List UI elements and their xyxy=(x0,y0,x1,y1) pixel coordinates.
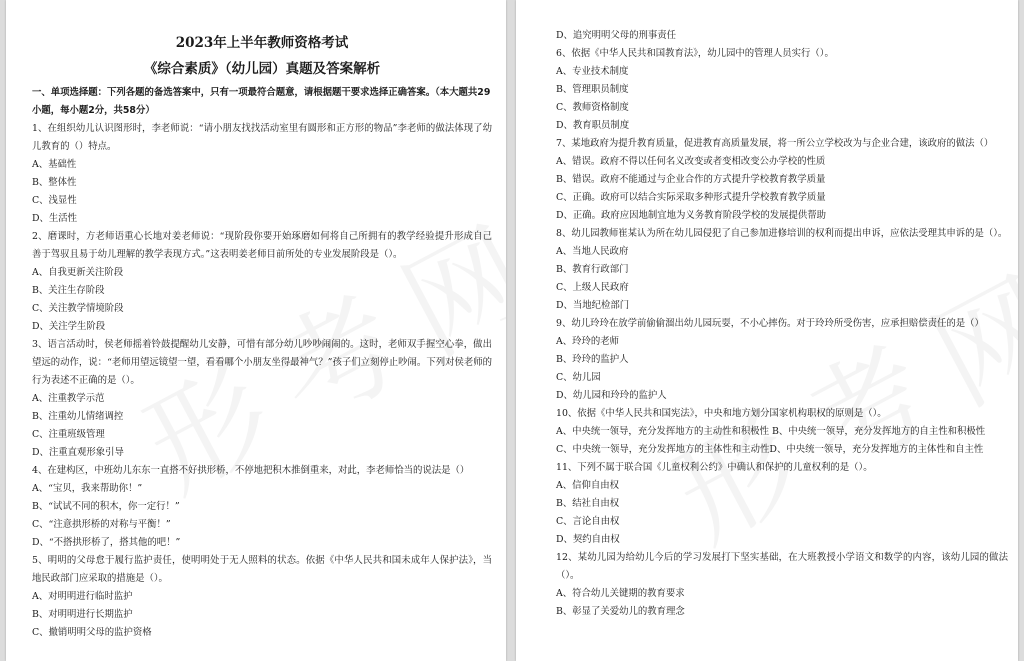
answer-option: A、专业技术制度 xyxy=(556,66,629,77)
answer-option: A、自我更新关注阶段 xyxy=(32,267,124,278)
answer-option: D、教育职员制度 xyxy=(556,120,630,131)
document-subtitle: 《综合素质》（幼儿园）真题及答案解析 xyxy=(143,61,381,77)
page-content xyxy=(32,32,492,642)
answer-option: A、信仰自由权 xyxy=(556,480,620,491)
answer-option: A、“宝贝，我来帮助你！” xyxy=(32,483,143,494)
answer-option: C、上级人民政府 xyxy=(556,282,629,293)
question-stem: 2、磨课时，方老师语重心长地对姜老师说：“现阶段你要开始琢磨如何将自己所拥有的教学经验提升形成自己善于驾驭且易于幼儿理解的教学表现方式。”这表明姜老师目前所处的专业发展阶段是（）。 xyxy=(32,231,492,260)
answer-option: A、中央统一领导，充分发挥地方的主动性和积极性 B、中央统一领导，充分发挥地方的自主性和积极性 xyxy=(556,426,986,437)
answer-option: A、错误。政府不得以任何名义改变或者变相改变公办学校的性质 xyxy=(556,156,826,167)
question-stem: 10、依据《中华人民共和国宪法》，中央和地方划分国家机构职权的原则是（）。 xyxy=(556,408,887,419)
answer-option: D、当地纪检部门 xyxy=(556,300,630,311)
answer-option: A、基础性 xyxy=(32,159,77,170)
answer-option: A、注重教学示范 xyxy=(32,393,105,404)
document-page-left xyxy=(6,0,506,661)
section-heading: 一、单项选择题：下列各题的备选答案中，只有一项最符合题意，请根据题干要求选择正确答案。（本大题共29小题，每小题2分，共58分） xyxy=(32,87,491,116)
question-list xyxy=(32,120,492,642)
question-stem: 6、依据《中华人民共和国教育法》，幼儿园中的管理人员实行（）。 xyxy=(556,48,834,59)
answer-option: C、教师资格制度 xyxy=(556,102,629,113)
answer-option: C、中央统一领导，充分发挥地方的主体性和主动性D、中央统一领导，充分发挥地方的主体性和自主性 xyxy=(556,444,984,455)
answer-option: C、幼儿园 xyxy=(556,372,601,383)
answer-option: C、浅显性 xyxy=(32,195,77,206)
question-list xyxy=(556,27,1008,621)
answer-option: D、注重直观形象引导 xyxy=(32,447,124,458)
question-stem: 7、某地政府为提升教育质量，促进教育高质量发展，将一所公立学校改为与企业合建，该政府的做法（） xyxy=(556,138,994,149)
answer-option: D、契约自由权 xyxy=(556,534,620,545)
answer-option: B、错误。政府不能通过与企业合作的方式提升学校教育教学质量 xyxy=(556,174,826,185)
answer-option: D、幼儿园和玲玲的监护人 xyxy=(556,390,667,401)
answer-option: D、“不搭拱形桥了，搭其他的吧！” xyxy=(32,537,181,548)
answer-option: B、注重幼儿情绪调控 xyxy=(32,411,124,422)
page-content xyxy=(556,27,1008,621)
question-stem: 5、明明的父母怠于履行监护责任，使明明处于无人照料的状态。依据《中华人民共和国未成年人保护法》，当地民政部门应采取的措施是（）。 xyxy=(32,555,492,584)
answer-option: D、生活性 xyxy=(32,213,78,224)
answer-option: C、言论自由权 xyxy=(556,516,620,527)
answer-option: A、当地人民政府 xyxy=(556,246,629,257)
document-title: 2023年上半年教师资格考试 xyxy=(175,35,349,51)
answer-option: B、对明明进行长期监护 xyxy=(32,609,133,620)
question-stem: 11、下列不属于联合国《儿童权利公约》中确认和保护的儿童权利的是（）。 xyxy=(556,462,873,473)
answer-option: C、“注意拱形桥的对称与平衡！” xyxy=(32,519,171,530)
document-page-right xyxy=(516,0,1018,661)
answer-option: D、正确。政府应因地制宜地为义务教育阶段学校的发展提供帮助 xyxy=(556,210,827,221)
answer-option: C、正确。政府可以结合实际采取多种形式提升学校教育教学质量 xyxy=(556,192,826,203)
answer-option: B、“试试不同的积木，你一定行！” xyxy=(32,501,180,512)
answer-option: B、整体性 xyxy=(32,177,77,188)
answer-option: B、结社自由权 xyxy=(556,498,620,509)
answer-option: A、对明明进行临时监护 xyxy=(32,591,133,602)
question-stem: 4、在建构区，中班幼儿东东一直搭不好拱形桥，不停地把积木推倒重来，对此，李老师恰当的说法是（） xyxy=(32,465,470,476)
question-stem: 8、幼儿园教师崔某认为所在幼儿园侵犯了自己参加进修培训的权利而提出申诉，应依法受理其申诉的是（）。 xyxy=(556,228,1008,239)
question-stem: 3、语言活动时，侯老师摇着铃鼓提醒幼儿安静，可惜有部分幼儿吵吵闹闹的。这时，老师双手握空心拳，做出望远的动作，说：“老师用望远镜望一望，看看哪个小朋友坐得最神气？”孩子们立刻停止吵闹。下列对侯老师的行为表述不正确的是（）。 xyxy=(32,339,492,386)
answer-option: C、关注教学情境阶段 xyxy=(32,303,124,314)
answer-option: A、符合幼儿关键期的教育要求 xyxy=(556,588,685,599)
question-stem: 1、在组织幼儿认识图形时，李老师说：“请小朋友找找活动室里有圆形和正方形的物品”李老师的做法体现了幼儿教育的（）特点。 xyxy=(32,123,492,152)
answer-option: B、玲玲的监护人 xyxy=(556,354,629,365)
answer-option: B、教育行政部门 xyxy=(556,264,629,275)
answer-option: D、关注学生阶段 xyxy=(32,321,106,332)
answer-option: D、追究明明父母的刑事责任 xyxy=(556,30,677,41)
answer-option: C、撤销明明父母的监护资格 xyxy=(32,627,152,638)
answer-option: A、玲玲的老师 xyxy=(556,336,620,347)
question-stem: 12、某幼儿园为给幼儿今后的学习发展打下坚实基础，在大班教授小学语文和数学的内容，该幼儿园的做法（）。 xyxy=(556,552,1008,581)
answer-option: B、关注生存阶段 xyxy=(32,285,105,296)
answer-option: C、注重班级管理 xyxy=(32,429,105,440)
answer-option: B、彰显了关爱幼儿的教育理念 xyxy=(556,606,685,617)
question-stem: 9、幼儿玲玲在放学前偷偷溜出幼儿园玩耍，不小心摔伤。对于玲玲所受伤害，应承担赔偿责任的是（） xyxy=(556,318,984,329)
answer-option: B、管理职员制度 xyxy=(556,84,629,95)
